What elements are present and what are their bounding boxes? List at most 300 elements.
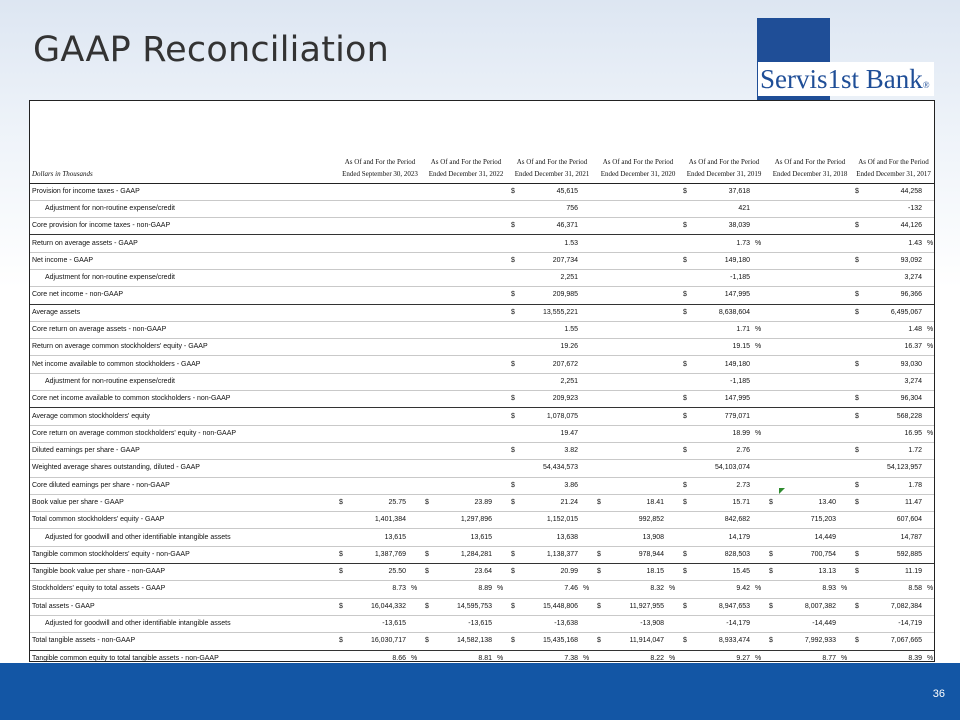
cell-value: -1,185	[695, 269, 751, 286]
cell-value: 1.48	[867, 321, 923, 338]
cell-value: 93,092	[867, 252, 923, 269]
percent-sign: %	[751, 235, 767, 252]
percent-sign	[493, 512, 509, 529]
percent-sign	[923, 598, 934, 615]
percent-sign: %	[665, 581, 681, 598]
cell-value: 1.43	[867, 235, 923, 252]
currency-symbol	[595, 287, 609, 304]
currency-symbol	[423, 218, 437, 235]
percent-sign	[407, 460, 423, 477]
cell-value: 842,682	[695, 512, 751, 529]
percent-sign	[579, 200, 595, 217]
currency-symbol	[337, 391, 351, 408]
cell-value: 8.73	[351, 581, 407, 598]
cell-value: 1,078,075	[523, 408, 579, 425]
currency-symbol	[767, 512, 781, 529]
currency-symbol: $	[509, 287, 523, 304]
percent-sign	[407, 339, 423, 356]
cell-value: 14,179	[695, 529, 751, 546]
currency-symbol: $	[337, 494, 351, 511]
percent-sign	[493, 339, 509, 356]
cell-value: 1.73	[695, 235, 751, 252]
currency-symbol: $	[509, 408, 523, 425]
percent-sign	[665, 218, 681, 235]
percent-sign	[579, 442, 595, 459]
percent-sign	[407, 304, 423, 321]
table-row	[30, 373, 934, 390]
cell-value	[351, 218, 407, 235]
percent-sign	[923, 356, 934, 373]
currency-symbol	[767, 339, 781, 356]
cell-value: 93,030	[867, 356, 923, 373]
cell-value	[351, 391, 407, 408]
column-header: As Of and For the Period Ended December 31, 2018	[767, 101, 853, 183]
currency-symbol	[423, 339, 437, 356]
table-row	[30, 356, 934, 373]
cell-value	[609, 235, 665, 252]
currency-symbol: $	[853, 391, 867, 408]
percent-sign	[837, 529, 853, 546]
percent-sign	[665, 512, 681, 529]
currency-symbol	[337, 287, 351, 304]
percent-sign: %	[923, 339, 934, 356]
currency-symbol	[853, 581, 867, 598]
currency-symbol: $	[509, 356, 523, 373]
percent-sign	[665, 633, 681, 650]
percent-sign	[751, 218, 767, 235]
percent-sign	[493, 200, 509, 217]
percent-sign	[579, 287, 595, 304]
percent-sign	[493, 235, 509, 252]
percent-sign	[407, 408, 423, 425]
column-header: As Of and For the Period Ended December 31, 2019	[681, 101, 767, 183]
cell-value: 8,638,604	[695, 304, 751, 321]
currency-symbol	[595, 442, 609, 459]
percent-sign	[751, 304, 767, 321]
percent-sign	[751, 183, 767, 200]
cell-value	[781, 425, 837, 442]
cell-value	[781, 356, 837, 373]
currency-symbol	[767, 460, 781, 477]
currency-symbol	[767, 408, 781, 425]
currency-symbol	[681, 581, 695, 598]
currency-symbol: $	[595, 633, 609, 650]
currency-symbol	[853, 529, 867, 546]
currency-symbol	[423, 581, 437, 598]
percent-sign: %	[751, 321, 767, 338]
currency-symbol	[595, 183, 609, 200]
cell-value: 19.26	[523, 339, 579, 356]
cell-value: 19.15	[695, 339, 751, 356]
currency-symbol	[595, 200, 609, 217]
cell-value	[351, 321, 407, 338]
cell-value: 13.13	[781, 564, 837, 581]
table-row	[30, 512, 934, 529]
currency-symbol	[767, 373, 781, 390]
cell-value	[781, 391, 837, 408]
currency-symbol	[337, 235, 351, 252]
percent-sign	[407, 442, 423, 459]
table-row	[30, 494, 934, 511]
currency-symbol: $	[595, 564, 609, 581]
currency-symbol	[423, 269, 437, 286]
percent-sign	[407, 494, 423, 511]
currency-symbol	[853, 321, 867, 338]
cell-value	[437, 200, 493, 217]
currency-symbol	[423, 200, 437, 217]
cell-value	[781, 183, 837, 200]
cell-value	[351, 339, 407, 356]
currency-symbol	[337, 408, 351, 425]
currency-symbol: $	[767, 546, 781, 563]
cell-value	[781, 442, 837, 459]
cell-value: 11.19	[867, 564, 923, 581]
cell-value: 1.53	[523, 235, 579, 252]
currency-symbol	[423, 304, 437, 321]
percent-sign	[837, 598, 853, 615]
percent-sign: %	[837, 581, 853, 598]
cell-value: 6,495,067	[867, 304, 923, 321]
row-label: Adjusted for goodwill and other identifiable intangible assets	[30, 529, 337, 546]
currency-symbol	[423, 529, 437, 546]
currency-symbol: $	[853, 408, 867, 425]
cell-value: 8.89	[437, 581, 493, 598]
cell-value	[437, 442, 493, 459]
cell-value	[781, 304, 837, 321]
currency-symbol	[423, 391, 437, 408]
percent-sign: %	[751, 339, 767, 356]
percent-sign	[923, 269, 934, 286]
currency-symbol: $	[681, 477, 695, 494]
row-label: Core net income available to common stockholders - non-GAAP	[30, 391, 337, 408]
currency-symbol	[681, 235, 695, 252]
cell-value	[437, 373, 493, 390]
percent-sign	[493, 425, 509, 442]
currency-symbol: $	[853, 183, 867, 200]
currency-symbol	[767, 529, 781, 546]
cell-value: 16,044,332	[351, 598, 407, 615]
percent-sign: %	[923, 235, 934, 252]
currency-symbol	[681, 269, 695, 286]
currency-symbol	[337, 442, 351, 459]
cell-value	[437, 460, 493, 477]
cell-value	[609, 321, 665, 338]
percent-sign	[923, 304, 934, 321]
cell-value: -14,719	[867, 615, 923, 632]
currency-symbol	[853, 460, 867, 477]
percent-sign	[665, 200, 681, 217]
currency-symbol	[595, 373, 609, 390]
row-label: Average assets	[30, 304, 337, 321]
cell-value	[781, 408, 837, 425]
comment-flag-icon	[779, 488, 785, 494]
percent-sign: %	[407, 581, 423, 598]
cell-value: 1,297,896	[437, 512, 493, 529]
cell-value: 18.99	[695, 425, 751, 442]
percent-sign	[407, 321, 423, 338]
row-label: Core return on average assets - non-GAAP	[30, 321, 337, 338]
currency-symbol	[423, 615, 437, 632]
percent-sign	[493, 269, 509, 286]
currency-symbol: $	[853, 218, 867, 235]
table-row	[30, 598, 934, 615]
table-row	[30, 391, 934, 408]
percent-sign	[923, 460, 934, 477]
currency-symbol: $	[423, 546, 437, 563]
cell-value: 828,503	[695, 546, 751, 563]
percent-sign	[751, 564, 767, 581]
cell-value	[351, 442, 407, 459]
row-label: Return on average assets - GAAP	[30, 235, 337, 252]
cell-value: 16,030,717	[351, 633, 407, 650]
percent-sign: %	[665, 650, 681, 667]
percent-sign	[579, 339, 595, 356]
percent-sign	[751, 615, 767, 632]
percent-sign	[493, 598, 509, 615]
cell-value	[609, 339, 665, 356]
cell-value: 1,138,377	[523, 546, 579, 563]
percent-sign	[665, 442, 681, 459]
row-label: Total assets - GAAP	[30, 598, 337, 615]
currency-symbol: $	[509, 183, 523, 200]
cell-value	[781, 321, 837, 338]
cell-value: 15.45	[695, 564, 751, 581]
currency-symbol: $	[509, 218, 523, 235]
percent-sign	[493, 460, 509, 477]
currency-symbol: $	[509, 546, 523, 563]
currency-symbol: $	[681, 391, 695, 408]
currency-symbol: $	[767, 598, 781, 615]
percent-sign: %	[837, 650, 853, 667]
cell-value	[351, 287, 407, 304]
percent-sign	[407, 373, 423, 390]
percent-sign	[493, 615, 509, 632]
cell-value: 147,995	[695, 287, 751, 304]
percent-sign	[923, 512, 934, 529]
cell-value: 25.75	[351, 494, 407, 511]
percent-sign	[751, 442, 767, 459]
cell-value: 8.39	[867, 650, 923, 667]
row-label: Adjusted for goodwill and other identifiable intangible assets	[30, 615, 337, 632]
currency-symbol	[767, 252, 781, 269]
column-header: As Of and For the Period Ended December 31, 2022	[423, 101, 509, 183]
cell-value: 992,852	[609, 512, 665, 529]
percent-sign	[665, 356, 681, 373]
currency-symbol: $	[337, 598, 351, 615]
percent-sign	[837, 339, 853, 356]
row-label: Tangible common stockholders' equity - non-GAAP	[30, 546, 337, 563]
cell-value	[609, 183, 665, 200]
currency-symbol	[595, 615, 609, 632]
table-row	[30, 581, 934, 598]
currency-symbol	[681, 200, 695, 217]
logo-wordmark: Servis1st Bank	[760, 64, 923, 94]
cell-value: -13,638	[523, 615, 579, 632]
cell-value: 44,126	[867, 218, 923, 235]
percent-sign	[665, 287, 681, 304]
percent-sign	[923, 546, 934, 563]
percent-sign	[665, 183, 681, 200]
currency-symbol: $	[681, 356, 695, 373]
currency-symbol	[423, 183, 437, 200]
percent-sign	[579, 425, 595, 442]
row-label: Total tangible assets - non-GAAP	[30, 633, 337, 650]
cell-value: 209,985	[523, 287, 579, 304]
currency-symbol	[767, 425, 781, 442]
currency-symbol	[337, 460, 351, 477]
percent-sign	[751, 512, 767, 529]
currency-symbol	[767, 235, 781, 252]
percent-sign	[579, 304, 595, 321]
cell-value: 7,082,384	[867, 598, 923, 615]
cell-value: 1,401,384	[351, 512, 407, 529]
cell-value	[781, 252, 837, 269]
currency-symbol	[595, 218, 609, 235]
cell-value	[609, 460, 665, 477]
page-number: 36	[932, 688, 945, 700]
percent-sign	[493, 321, 509, 338]
table-row	[30, 442, 934, 459]
row-label: Book value per share - GAAP	[30, 494, 337, 511]
percent-sign	[579, 218, 595, 235]
cell-value: 9.27	[695, 650, 751, 667]
percent-sign	[751, 373, 767, 390]
cell-value: 3,274	[867, 373, 923, 390]
currency-symbol: $	[509, 304, 523, 321]
currency-symbol	[337, 356, 351, 373]
percent-sign	[407, 287, 423, 304]
row-label: Core return on average common stockholders' equity - non-GAAP	[30, 425, 337, 442]
currency-symbol: $	[337, 633, 351, 650]
cell-value	[351, 252, 407, 269]
row-label: Total common stockholders' equity - GAAP	[30, 512, 337, 529]
cell-value	[437, 408, 493, 425]
cell-value: 7,992,933	[781, 633, 837, 650]
currency-symbol	[423, 477, 437, 494]
table-row	[30, 408, 934, 425]
percent-sign	[665, 425, 681, 442]
currency-symbol	[853, 425, 867, 442]
percent-sign	[665, 477, 681, 494]
currency-symbol	[509, 460, 523, 477]
currency-symbol: $	[853, 477, 867, 494]
cell-value: 13,908	[609, 529, 665, 546]
percent-sign	[407, 218, 423, 235]
cell-value: 14,787	[867, 529, 923, 546]
currency-symbol	[681, 529, 695, 546]
percent-sign	[665, 598, 681, 615]
currency-symbol	[337, 581, 351, 598]
percent-sign	[751, 529, 767, 546]
cell-value: 8.77	[781, 650, 837, 667]
currency-symbol	[681, 321, 695, 338]
currency-symbol	[767, 356, 781, 373]
cell-value	[781, 477, 837, 494]
percent-sign	[579, 529, 595, 546]
percent-sign	[665, 546, 681, 563]
cell-value	[437, 425, 493, 442]
percent-sign	[579, 408, 595, 425]
cell-value: 96,304	[867, 391, 923, 408]
currency-symbol	[423, 460, 437, 477]
percent-sign	[665, 252, 681, 269]
cell-value	[609, 391, 665, 408]
cell-value: 7.38	[523, 650, 579, 667]
cell-value: 21.24	[523, 494, 579, 511]
cell-value	[351, 269, 407, 286]
slide-title: GAAP Reconciliation	[33, 30, 390, 70]
cell-value: 18.41	[609, 494, 665, 511]
currency-symbol: $	[767, 564, 781, 581]
percent-sign	[407, 512, 423, 529]
currency-symbol	[595, 321, 609, 338]
cell-value	[437, 252, 493, 269]
percent-sign: %	[923, 650, 934, 667]
percent-sign	[751, 598, 767, 615]
row-label: Stockholders' equity to total assets - GAAP	[30, 581, 337, 598]
percent-sign	[923, 373, 934, 390]
percent-sign	[923, 200, 934, 217]
cell-value: 38,039	[695, 218, 751, 235]
cell-value: 149,180	[695, 356, 751, 373]
cell-value: 2.73	[695, 477, 751, 494]
currency-symbol	[337, 321, 351, 338]
currency-symbol	[337, 373, 351, 390]
currency-symbol	[767, 287, 781, 304]
percent-sign	[665, 494, 681, 511]
cell-value: 8.32	[609, 581, 665, 598]
row-label: Diluted earnings per share - GAAP	[30, 442, 337, 459]
currency-symbol	[337, 218, 351, 235]
cell-value: 1,387,769	[351, 546, 407, 563]
percent-sign	[751, 460, 767, 477]
cell-value	[781, 460, 837, 477]
cell-value: 7.46	[523, 581, 579, 598]
currency-symbol	[337, 512, 351, 529]
currency-symbol	[681, 339, 695, 356]
cell-value: 8.93	[781, 581, 837, 598]
percent-sign	[407, 477, 423, 494]
currency-symbol	[853, 269, 867, 286]
percent-sign	[665, 408, 681, 425]
percent-sign	[837, 183, 853, 200]
cell-value: 147,995	[695, 391, 751, 408]
currency-symbol	[337, 252, 351, 269]
percent-sign	[407, 356, 423, 373]
cell-value: 11,927,955	[609, 598, 665, 615]
cell-value	[351, 408, 407, 425]
currency-symbol	[509, 529, 523, 546]
percent-sign	[407, 546, 423, 563]
currency-symbol: $	[595, 598, 609, 615]
cell-value	[781, 339, 837, 356]
currency-symbol: $	[509, 391, 523, 408]
bank-logo-text	[758, 62, 934, 96]
percent-sign	[407, 391, 423, 408]
cell-value: -13,615	[437, 615, 493, 632]
cell-value: 16.37	[867, 339, 923, 356]
cell-value	[609, 252, 665, 269]
currency-symbol: $	[853, 287, 867, 304]
currency-symbol	[767, 200, 781, 217]
table-row	[30, 460, 934, 477]
percent-sign	[837, 321, 853, 338]
currency-symbol: $	[423, 598, 437, 615]
row-label: Provision for income taxes - GAAP	[30, 183, 337, 200]
cell-value: 19.47	[523, 425, 579, 442]
currency-symbol	[423, 252, 437, 269]
percent-sign	[751, 494, 767, 511]
